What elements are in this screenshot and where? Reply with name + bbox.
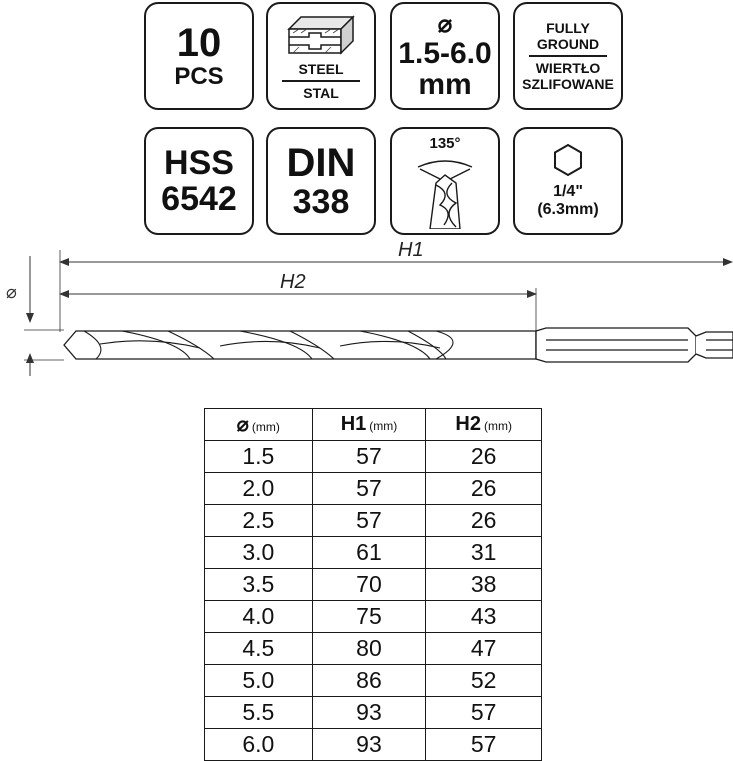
header-unit: (mm) <box>251 420 280 434</box>
material-badge <box>266 2 376 110</box>
quantity-value: 10 <box>176 21 222 65</box>
cell-diameter: 2.5 <box>205 505 313 537</box>
hexagon-icon <box>551 143 585 177</box>
point-angle-badge <box>390 127 500 235</box>
cell-h2: 31 <box>426 537 542 569</box>
steel-grade-line1: HSS <box>164 144 234 182</box>
cell-h1: 57 <box>312 441 426 473</box>
header-symbol: ⌀ <box>236 414 249 436</box>
specification-table <box>204 408 542 761</box>
shank-size: 1/4" <box>553 183 583 200</box>
cell-h1: 70 <box>312 569 426 601</box>
h1-label: H1 <box>398 239 424 261</box>
grinding-pl-line1: WIERTŁO <box>535 60 601 76</box>
cell-diameter: 1.5 <box>205 441 313 473</box>
cell-h2: 26 <box>426 473 542 505</box>
header-symbol: H1 <box>340 413 367 435</box>
divider <box>282 80 360 82</box>
table-row <box>205 665 542 697</box>
cell-h1: 57 <box>312 473 426 505</box>
drill-body <box>64 331 536 359</box>
diameter-label: ⌀ <box>6 282 17 302</box>
cell-diameter: 5.5 <box>205 697 313 729</box>
cell-diameter: 4.5 <box>205 633 313 665</box>
table-row <box>205 633 542 665</box>
cell-h2: 52 <box>426 665 542 697</box>
grinding-en-line2: GROUND <box>536 36 600 52</box>
standard-line2: 338 <box>292 183 350 221</box>
cell-diameter: 2.0 <box>205 473 313 505</box>
diameter-unit: mm <box>418 68 472 101</box>
cell-diameter: 4.0 <box>205 601 313 633</box>
h1-dimension <box>60 239 732 332</box>
table-row <box>205 537 542 569</box>
standard-line1: DIN <box>286 141 356 185</box>
diameter-dimension <box>6 256 64 376</box>
table-row <box>205 441 542 473</box>
diameter-symbol: ⌀ <box>437 11 453 38</box>
cell-h1: 80 <box>312 633 426 665</box>
steel-profile-icon <box>281 11 361 61</box>
table-row <box>205 601 542 633</box>
standard-badge <box>266 127 376 235</box>
cell-diameter: 3.5 <box>205 569 313 601</box>
table-row <box>205 473 542 505</box>
drill-tip-icon <box>400 153 490 229</box>
cell-h2: 47 <box>426 633 542 665</box>
grinding-badge <box>513 2 623 110</box>
cell-diameter: 3.0 <box>205 537 313 569</box>
quantity-badge <box>144 2 254 110</box>
cell-h1: 61 <box>312 537 426 569</box>
table-row <box>205 697 542 729</box>
header-h2 <box>426 409 542 441</box>
shank-metric: (6.3mm) <box>537 201 599 218</box>
steel-grade-line2: 6542 <box>161 180 237 218</box>
material-label-en: STEEL <box>298 61 344 77</box>
table-row <box>205 729 542 761</box>
cell-h2: 57 <box>426 697 542 729</box>
material-label-pl: STAL <box>303 85 339 101</box>
header-symbol: H2 <box>455 413 481 435</box>
table-row <box>205 569 542 601</box>
grinding-en-line1: FULLY <box>546 20 590 36</box>
header-diameter <box>205 409 313 441</box>
cell-h1: 93 <box>312 697 426 729</box>
grinding-pl-line2: SZLIFOWANE <box>522 76 614 92</box>
quantity-unit: PCS <box>174 63 224 90</box>
header-unit: (mm) <box>369 419 398 433</box>
cell-h1: 86 <box>312 665 426 697</box>
cell-h2: 57 <box>426 729 542 761</box>
h2-label: H2 <box>280 271 306 293</box>
header-unit: (mm) <box>483 419 512 433</box>
table-header-row <box>205 409 542 441</box>
point-angle-value: 135° <box>429 135 461 152</box>
cell-h1: 93 <box>312 729 426 761</box>
table-row <box>205 505 542 537</box>
cell-diameter: 5.0 <box>205 665 313 697</box>
cell-h2: 38 <box>426 569 542 601</box>
cell-diameter: 6.0 <box>205 729 313 761</box>
cell-h1: 75 <box>312 601 426 633</box>
divider <box>529 55 607 57</box>
shank-badge <box>513 127 623 235</box>
cell-h2: 43 <box>426 601 542 633</box>
diameter-badge <box>390 2 500 110</box>
cell-h2: 26 <box>426 441 542 473</box>
drill-bit-drawing <box>0 236 733 406</box>
h2-dimension <box>60 271 536 332</box>
cell-h2: 26 <box>426 505 542 537</box>
header-h1 <box>312 409 426 441</box>
cell-h1: 57 <box>312 505 426 537</box>
steel-grade-badge <box>144 127 254 235</box>
diameter-range: 1.5-6.0 <box>398 37 492 70</box>
hex-shank <box>536 328 733 362</box>
